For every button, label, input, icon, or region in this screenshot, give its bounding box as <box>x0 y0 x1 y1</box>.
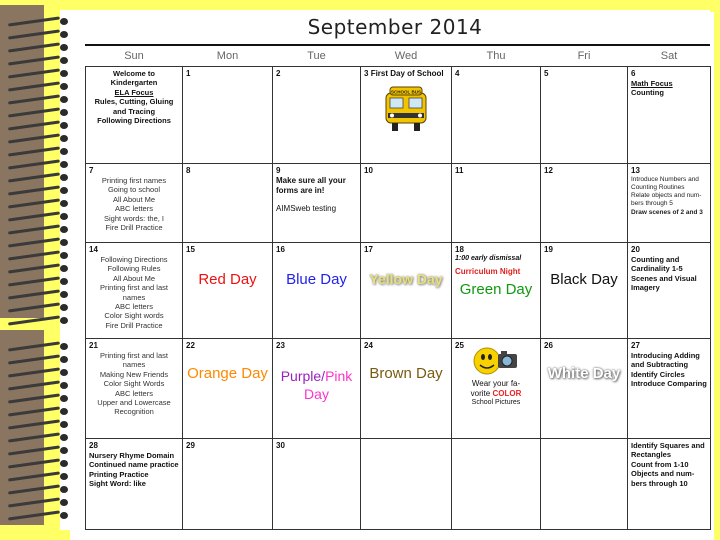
cell-line: Recognition <box>114 407 154 417</box>
day-cell-mon-w2 <box>183 164 273 243</box>
day-number: 4 <box>455 69 460 78</box>
day-number: 3 <box>364 69 369 78</box>
bus-sign: SCHOOL BUS <box>391 89 421 95</box>
day-cell-wed-w2 <box>361 164 452 243</box>
spiral-ring <box>8 421 70 428</box>
calendar-grid <box>85 46 711 530</box>
day-cell-fri-w4 <box>541 339 628 439</box>
day-number: 9 <box>276 166 281 175</box>
curriculum-night-note: Curriculum Night <box>455 266 521 276</box>
page-title: September 2014 <box>307 15 483 39</box>
spiral-ring <box>8 161 70 168</box>
cell-line: Make sure all your <box>276 176 346 185</box>
spiral-ring <box>8 460 70 467</box>
cell-line: Color Sight Words <box>103 379 165 389</box>
weekday-sat: Sat <box>660 50 678 62</box>
cell-line: and Tracing <box>112 106 156 116</box>
cell-line: Rules, Cutting, Gluing <box>94 97 174 107</box>
cell-line: Nursery Rhyme Domain <box>89 451 175 460</box>
purple-label: Purple/ <box>280 368 326 384</box>
spiral-ring <box>8 343 70 350</box>
day-number: 17 <box>364 245 373 254</box>
spiral-ring <box>8 70 70 77</box>
day-number: 2 <box>276 69 281 78</box>
day-cell-tue-w2 <box>273 164 361 243</box>
week-row <box>86 439 711 530</box>
cell-line: Counting <box>631 88 664 98</box>
background-right <box>714 0 720 540</box>
cell-line: Making New Friends <box>99 369 169 379</box>
week-row <box>86 339 711 439</box>
spiral-ring <box>8 174 70 181</box>
day-number: 1 <box>186 69 191 78</box>
day-number: 14 <box>89 245 98 254</box>
spiral-ring <box>8 83 70 90</box>
day-number: 28 <box>89 441 98 450</box>
cell-line: Cardinality 1-5 <box>631 264 683 274</box>
cell-line: ABC letters <box>115 388 153 398</box>
cell-line: ABC letters <box>115 301 153 311</box>
day-number: 13 <box>631 166 640 175</box>
day-number: 30 <box>276 441 285 450</box>
day-number: 10 <box>364 166 373 175</box>
spiral-ring <box>8 447 70 454</box>
day-cell-sat-w5 <box>628 439 711 530</box>
spiral-ring <box>8 408 70 415</box>
cell-line: Printing first names <box>101 176 167 185</box>
day-cell-sat-w3 <box>628 243 711 339</box>
cell-line: bers through 10 <box>631 478 688 488</box>
day-cell-fri-w3 <box>541 243 628 339</box>
day-number: 27 <box>631 341 640 350</box>
yellow-day-label: Yellow Day <box>369 271 443 287</box>
spiral-ring <box>8 486 70 493</box>
spiral-ring <box>8 473 70 480</box>
spiral-ring <box>8 291 70 298</box>
day-cell-mon-w5 <box>183 439 273 530</box>
day-number: 22 <box>186 341 195 350</box>
weekday-mon: Mon <box>216 50 239 62</box>
spiral-ring <box>8 252 70 259</box>
cell-line: Kindergarten <box>110 78 158 88</box>
cell-line: vorite <box>470 389 493 398</box>
cell-line: Sight Word: like <box>89 479 146 489</box>
day-number: 12 <box>544 166 553 175</box>
day-cell-mon-w4 <box>183 339 273 439</box>
day-cell-thu-w4 <box>452 339 541 439</box>
cell-line: Welcome to <box>113 69 155 78</box>
cell-line: Math Focus <box>631 79 673 88</box>
day-number: 11 <box>455 166 464 175</box>
day-number: 19 <box>544 245 553 254</box>
purple-pink-day-label: Day <box>304 386 329 403</box>
spiral-ring <box>8 135 70 142</box>
cell-line: Sight words: the, I <box>103 213 165 223</box>
cell-line: Identify Circles <box>631 369 685 379</box>
event-first-day: First Day of School <box>370 69 444 78</box>
spiral-ring <box>8 226 70 233</box>
spiral-ring <box>8 499 70 506</box>
spiral-ring <box>8 369 70 376</box>
cell-line: Following Directions <box>97 115 171 125</box>
cell-line: Fire Drill Practice <box>105 320 163 330</box>
cell-line: All About Me <box>112 273 156 283</box>
spiral-ring <box>8 31 70 38</box>
cell-line: Draw scenes of 2 and 3 <box>631 208 703 216</box>
early-dismissal-note: 1:00 early dismissal <box>455 255 522 262</box>
day-cell-thu-w1 <box>452 67 541 164</box>
cell-line: Going to school <box>107 185 161 195</box>
spiral-ring <box>8 148 70 155</box>
day-cell-tue-w4 <box>273 339 361 439</box>
day-number: 20 <box>631 245 640 254</box>
week-row <box>86 67 711 164</box>
cell-line: names <box>122 360 146 370</box>
weekday-wed: Wed <box>394 50 418 62</box>
day-cell-wed-w4 <box>361 339 452 439</box>
cell-line: Printing first and last <box>100 351 168 360</box>
day-cell-mon-w1 <box>183 67 273 164</box>
day-number: 23 <box>276 341 285 350</box>
day-cell-sat-w2 <box>628 164 711 243</box>
spiral-ring <box>8 239 70 246</box>
day-number: 7 <box>89 166 94 175</box>
cell-line: names <box>122 292 146 302</box>
spiral-ring <box>8 512 70 519</box>
cell-line: Printing first and last <box>100 283 168 293</box>
day-cell-mon-w3 <box>183 243 273 339</box>
weekday-fri: Fri <box>577 50 591 62</box>
spiral-ring <box>8 18 70 25</box>
day-number: 25 <box>455 341 464 350</box>
spiral-ring <box>8 265 70 272</box>
cell-line: AIMSweb testing <box>276 204 337 213</box>
weekday-thu: Thu <box>486 50 506 62</box>
spiral-ring <box>8 96 70 103</box>
spiral-ring <box>8 382 70 389</box>
cell-line: Following Directions <box>100 255 168 264</box>
day-number: 21 <box>89 341 98 350</box>
weekday-sun: Sun <box>124 50 144 62</box>
cell-line: Color Sight words <box>104 311 164 321</box>
week-row <box>86 164 711 243</box>
pink-label: Pink <box>325 368 353 384</box>
school-pictures-note: School Pictures <box>471 399 521 406</box>
day-number: 16 <box>276 245 285 254</box>
day-number: 15 <box>186 245 195 254</box>
cell-line: and Subtracting <box>631 360 689 370</box>
red-day-label: Red Day <box>198 271 257 288</box>
school-bus-icon <box>380 85 432 135</box>
day-number: 29 <box>186 441 195 450</box>
day-cell-thu-w5 <box>452 439 541 530</box>
cell-line: Following Rules <box>107 264 161 274</box>
day-cell-wed-w5 <box>361 439 452 530</box>
cell-line: Introduce Comparing <box>631 379 707 389</box>
day-cell-thu-w2 <box>452 164 541 243</box>
cell-line: Counting Routines <box>631 184 685 192</box>
day-number: 24 <box>364 341 373 350</box>
day-cell-sun-w5 <box>86 439 183 530</box>
blue-day-label: Blue Day <box>286 271 347 288</box>
spiral-ring <box>8 395 70 402</box>
cell-line: Identify Squares and <box>631 441 705 450</box>
day-number: 26 <box>544 341 553 350</box>
cell-line: Counting and <box>631 255 680 264</box>
cell-line: All About Me <box>112 194 156 204</box>
day-number: 8 <box>186 166 191 175</box>
cell-line: Count from 1-10 <box>631 459 689 469</box>
cell-line: Upper and Lowercase <box>97 397 171 407</box>
day-cell-sun-w2 <box>86 164 183 243</box>
spiral-ring <box>8 109 70 116</box>
day-cell-fri-w2 <box>541 164 628 243</box>
cell-line: Imagery <box>631 283 660 293</box>
cell-line: ELA Focus <box>114 87 154 97</box>
spiral-ring <box>8 122 70 129</box>
spiral-ring <box>8 278 70 285</box>
cell-line: Introducing Adding <box>631 351 700 360</box>
day-number: 5 <box>544 69 549 78</box>
cell-line: forms are in! <box>276 186 325 195</box>
spiral-ring <box>8 304 70 311</box>
day-cell-wed-w1 <box>361 67 452 164</box>
white-day-label: White Day <box>547 365 621 382</box>
black-day-label: Black Day <box>550 271 618 288</box>
day-cell-tue-w5 <box>273 439 361 530</box>
color-word: COLOR <box>492 389 522 398</box>
spiral-ring <box>8 213 70 220</box>
day-cell-tue-w3 <box>273 243 361 339</box>
day-cell-sun-w1 <box>86 67 183 164</box>
day-cell-fri-w1 <box>541 67 628 164</box>
day-cell-thu-w3 <box>452 243 541 339</box>
spiral-ring <box>8 44 70 51</box>
cell-line: Objects and num- <box>631 469 695 479</box>
cell-line: Printing Practice <box>89 469 149 479</box>
cell-line: bers through 5 <box>631 200 673 208</box>
day-cell-wed-w3 <box>361 243 452 339</box>
cell-line: Scenes and Visual <box>631 273 697 283</box>
spiral-ring <box>8 317 70 324</box>
day-cell-sun-w4 <box>86 339 183 439</box>
spiral-ring <box>8 187 70 194</box>
spiral-ring <box>8 57 70 64</box>
week-row <box>86 243 711 339</box>
cell-line: Fire Drill Practice <box>105 222 163 232</box>
spiral-ring <box>8 434 70 441</box>
spiral-ring <box>8 356 70 363</box>
green-day-label: Green Day <box>459 280 533 298</box>
cell-line: Wear your fa- <box>471 379 521 388</box>
day-cell-fri-w5 <box>541 439 628 530</box>
day-cell-sat-w1 <box>628 67 711 164</box>
weekday-tue: Tue <box>307 50 326 62</box>
cell-line: Continued name practice <box>89 460 179 470</box>
day-cell-sat-w4 <box>628 339 711 439</box>
orange-day-label: Orange Day <box>187 365 268 382</box>
brown-day-label: Brown Day <box>369 365 443 382</box>
spiral-ring <box>8 200 70 207</box>
weekday-header <box>86 46 711 67</box>
day-number: 6 <box>631 69 636 78</box>
day-cell-sun-w3 <box>86 243 183 339</box>
day-cell-tue-w1 <box>273 67 361 164</box>
cell-line: Relate objects and num- <box>631 192 702 200</box>
cell-line: Rectangles <box>631 450 672 460</box>
day-number: 18 <box>455 245 464 254</box>
cell-line: ABC letters <box>115 204 153 214</box>
smiley-camera-icon <box>471 343 521 379</box>
cell-line: Introduce Numbers and <box>631 176 699 183</box>
